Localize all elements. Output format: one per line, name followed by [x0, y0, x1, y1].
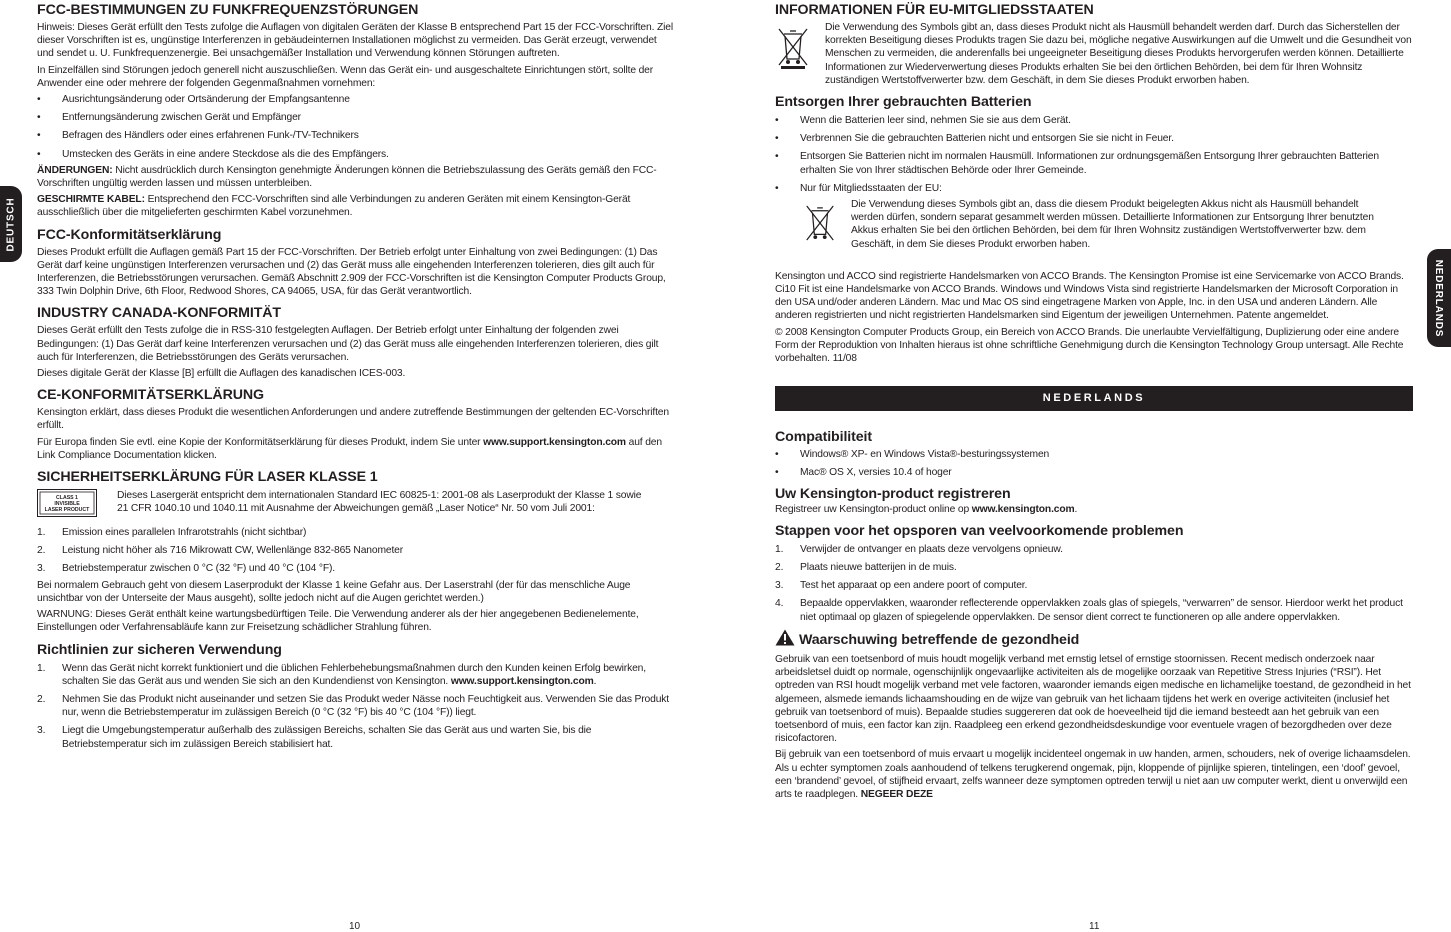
numbered-list: [775, 543, 1415, 624]
section-title-eu: INFORMATIONEN FÜR EU-MITGLIEDSSTAATEN: [775, 2, 1094, 18]
list-item: 3. Test het apparaat op een andere poort of computer.: [775, 580, 1028, 592]
list-item: • Ausrichtungsänderung oder Ortsänderung der Empfangsantenne: [37, 94, 350, 106]
section-title-laser: SICHERHEITSERKLÄRUNG FÜR LASER KLASSE 1: [37, 469, 378, 486]
paragraph: Hinweis: Dieses Gerät erfüllt den Tests zufolge die Auflagen von digitalen Geräten der Klasse B entsprechend Part 15 der FCC-Vorschriften. Ziel dieser Vorschriften ist es, ungünstige Interferenzen in gebäudeinternen Installationen möglichst zu vermeiden. Das Gerät erzeugt, verwendet und sendet u. U. Funkfrequenzenergie. Bei unsachgemäßer Installation und Verwendung können Störungen auftreten.: [37, 22, 673, 60]
tab-label: DEUTSCH: [5, 197, 17, 251]
paragraph: Gebruik van een toetsenbord of muis houdt mogelijk verband met ernstig letsel of ernstige stoornissen. Recent medisch onderzoek naar arbeidsletsel duidt op normale, ogenschijnlijk ongevaarlijke activiteiten als de mogelijke oorzaak van Repetitive Stress Injuries (“RSI”). Het optreden van RSI houdt mogelijk verband met vele factoren, waaronder iemands eigen medische en lichamelijke toestand, de gezondheid in het algemeen, alsmede iemands lichaamshouding en de wijze van gebruik van het lichaam tijdens het werk en overige activiteiten (inclusief het gebruik van toetsenbord of muis). Bepaalde studies suggereren dat ook de hoeveelheid tijd die iemand besteedt aan het gebruik van een toetsenbord of muis, een factor kan zijn. Raadpleeg een erkend gezondheidsdeskundige voor eventuele vragen of bezorgdheden over deze risicofactoren.: [775, 653, 1411, 745]
paragraph: Dieses Lasergerät entspricht dem internationalen Standard IEC 60825-1: 2001-08 als Laserprodukt der Klasse 1 sowie 21 CFR 1040.10 und 1040.11 mit Ausnahme der Abweichungen gemäß „Laser Notice“ Nr. 50 vom Juli 2001:: [117, 490, 642, 515]
page-number: 11: [1089, 921, 1100, 932]
list-item: 3. Liegt die Umgebungstemperatur außerhalb des zulässigen Bereichs, schalten Sie das Gerät aus und warten Sie, bis die Betriebstemperatur sich im zulässigen Bereich stabilisiert hat.: [37, 725, 592, 750]
section-title-compat: Compatibiliteit: [775, 429, 873, 446]
numbered-list: [37, 526, 673, 576]
list-item: • Mac® OS X, versies 10.4 of hoger: [775, 467, 952, 479]
language-section-bar: NEDERLANDS: [775, 386, 1413, 411]
laser-label-line: LASER PRODUCT: [44, 507, 90, 514]
paragraph: Bei normalem Gebrauch geht von diesem Laserprodukt der Klasse 1 keine Gefahr aus. Der Laserstrahl (der für das menschliche Auge unsichtbar von der Unterseite der Maus ausgeht), sollte jedoch nicht auf die Augen gerichtet werden.): [37, 579, 631, 604]
laser-label-line: INVISIBLE: [54, 501, 80, 508]
paragraph: Dieses Gerät erfüllt den Tests zufolge die in RSS-310 festgelegten Auflagen. Der Betrieb erfolgt unter Einhaltung der folgenden zwei Bedingungen: (1) Das Gerät darf keine Interferenzen verursachen und (2) das Gerät muss alle eingehenden Interferenzen tolerieren, dies gilt auch für Interferenzen, die Betriebsstörungen des Geräts verursachen.: [37, 325, 659, 363]
bullet-list: [775, 448, 1415, 479]
language-tab-nederlands: [1427, 249, 1451, 347]
laser-label-line: CLASS 1: [56, 495, 78, 502]
paragraph: Die Verwendung dieses Symbols gibt an, dass die diesem Produkt beigelegten Akkus nicht als Hausmüll behandelt werden dürfen, sondern separat gesammelt werden müssen. Detaillierte Informationen zur Entsorgung Ihrer benutzten Akkus erhalten Sie bei den örtlichen Behörden, bei dem für Ihren Wohnsitz zuständigen Wertstoffverwerter bzw. dem Geschäft, in dem Sie dieses Produkt erworben haben.: [851, 199, 1374, 250]
paragraph: Für Europa finden Sie evtl. eine Kopie der Konformitätserklärung für dieses Produkt, indem Sie unter www.support.kensington.com auf den Link Compliance Documentation klicken.: [37, 436, 662, 461]
battery-eu-notice: [775, 198, 1415, 251]
list-item: 4. Bepaalde oppervlakken, waaronder reflecterende oppervlakken zoals glas of spiegels, “verwarren” de sensor. Hierdoor werkt het product niet optimaal op glazen of spiegelende oppervlakken. De sensor dient correct te functioneren op alle andere oppervlakken.: [775, 598, 1403, 623]
paragraph: Kensington erklärt, dass dieses Produkt die wesentlichen Anforderungen und andere zutreffende Bestimmungen der geltenden EC-Vorschriften erfüllt.: [37, 407, 669, 432]
paragraph: Dieses Produkt erfüllt die Auflagen gemäß Part 15 der FCC-Vorschriften. Der Betrieb erfolgt unter Einhaltung von zwei Bedingungen: (1) Das Gerät darf keine ungünstigen Interferenzen verursachen und (2) das Gerät muss alle eingehenden Interferenzen tolerieren, dies gilt auch für Interferenzen, die Betriebsstörungen verursachen. Gemäß Abschnitt 2.909 der FCC-Vorschriften ist die Kensington Computer Products Group, 333 Twin Dolphin Drive, 6th Floor, Redwood Shores, CA 94065, USA, für das Gerät verantwortlich.: [37, 246, 666, 298]
section-title-ce: CE-KONFORMITÄTSERKLÄRUNG: [37, 387, 264, 404]
section-title-fcc-konformitaet: FCC-Konformitätserklärung: [37, 226, 222, 243]
eu-notice: [775, 19, 1415, 87]
paragraph: Bij gebruik van een toetsenbord of muis ervaart u mogelijk incidenteel ongemak in uw handen, armen, schouders, nek of overige lichaamsdelen. Als u echter symptomen zoals aanhoudend of telkens terugkerend ongemak, pijn, kloppende of pijnlijke spieren, tintelingen, een ‘doof’ gevoel, een ‘brandend’ gevoel, of stijfheid ervaart, zelfs wanneer deze symptomen optreden terwijl u niet aan uw computer werkt, dient u onverwijld een arts te raadplegen. NEGEER DEZE: [775, 749, 1411, 800]
support-link[interactable]: www.support.kensington.com: [450, 675, 594, 687]
numbered-list: [37, 662, 673, 751]
list-item: 1. Wenn das Gerät nicht korrekt funktioniert und die üblichen Fehlerbehebungsmaßnahmen durch den Kunden keinen Erfolg bewirken, schalten Sie das Gerät aus und wenden Sie sich an den Kundendienst von Kensington. www.support.kensington.com.: [37, 662, 646, 687]
list-item: • Befragen des Händlers oder eines erfahrenen Funk-/TV-Technikers: [37, 130, 359, 142]
left-page: [37, 0, 673, 751]
list-item: • Wenn die Batterien leer sind, nehmen Sie sie aus dem Gerät.: [775, 115, 1071, 127]
list-item: • Windows® XP- en Windows Vista®-besturingssystemen: [775, 449, 1050, 461]
laser-notice: [37, 489, 673, 522]
list-item: 2. Nehmen Sie das Produkt nicht auseinander und setzen Sie das Produkt weder Nässe noch Feuchtigkeit aus. Verwenden Sie das Produkt nur, wenn die Betriebstemperatur im zulässigen Bereich (0 °C (32 °F) bis 40 °C (104 °F)) liegt.: [37, 693, 669, 719]
page-number: 10: [349, 921, 361, 932]
bullet-list: [775, 114, 1415, 195]
paragraph: ÄNDERUNGEN: Nicht ausdrücklich durch Kensington genehmigte Änderungen können die Betriebszulassung des Geräts gemäß den FCC-Vorschriften ungültig werden lassen und müssen unterbleiben.: [37, 164, 657, 190]
kensington-link[interactable]: www.kensington.com: [971, 503, 1075, 515]
list-item: 1. Verwijder de ontvanger en plaats deze vervolgens opnieuw.: [775, 543, 1063, 555]
list-item: 2. Leistung nicht höher als 716 Mikrowatt CW, Wellenlänge 832-865 Nanometer: [37, 545, 404, 557]
paragraph: WARNUNG: Dieses Gerät enthält keine wartungsbedürftigen Teile. Die Verwendung anderer als der hier angegebenen Bedienelemente, Einstellungen oder Verfahrensabläufe kann zur Freisetzung schädlicher Strahlung führen.: [37, 609, 639, 634]
tab-label: NEDERLANDS: [1433, 259, 1445, 337]
paragraph: Registreer uw Kensington-product online op www.kensington.com.: [775, 503, 1078, 515]
section-title-health-warning: Waarschuwing betreffende de gezondheid: [775, 629, 1415, 651]
section-title-register: Uw Kensington-product registreren: [775, 485, 1011, 502]
weee-bin-icon: [803, 198, 851, 251]
list-item: 1. Emission eines parallelen Infrarotstrahls (nicht sichtbar): [37, 527, 307, 539]
list-item: • Umstecken des Geräts in eine andere Steckdose als die des Empfängers.: [37, 148, 389, 160]
list-item: 2. Plaats nieuwe batterijen in de muis.: [775, 562, 957, 574]
paragraph: In Einzelfällen sind Störungen jedoch generell nicht auszuschließen. Wenn das Gerät ein- und ausgeschaltete Einrichtungen stört, sollte der Anwender eine oder mehrere der folgenden Gegenmaßnahmen vornehmen:: [37, 64, 654, 89]
paragraph: GESCHIRMTE KABEL: Entsprechend den FCC-Vorschriften sind alle Verbindungen zu anderen Geräten mit einem Kensington-Gerät ausschließlich über die mitgelieferten geschirmten Kabel vorzunehmen.: [37, 194, 631, 219]
list-item: • Entfernungsänderung zwischen Gerät und Empfänger: [37, 112, 301, 124]
list-item: • Nur für Mitgliedsstaaten der EU:: [775, 182, 942, 194]
weee-bin-icon: [775, 19, 825, 85]
section-title-batterien: Entsorgen Ihrer gebrauchten Batterien: [775, 94, 1032, 111]
section-title-troubleshooting: Stappen voor het opsporen van veelvoorkomende problemen: [775, 522, 1184, 539]
bullet-list: [37, 93, 673, 161]
language-tab-deutsch: [0, 186, 22, 262]
laser-label-icon: [37, 489, 117, 522]
support-link[interactable]: www.support.kensington.com: [483, 436, 626, 448]
warning-icon: [775, 629, 797, 651]
section-title-richtlinien: Richtlinien zur sicheren Verwendung: [37, 641, 282, 658]
list-item: • Entsorgen Sie Batterien nicht im normalen Hausmüll. Informationen zur ordnungsgemäßen Entsorgung Ihrer gebrauchten Batterien erhalten Sie von Ihrer städtischen Behörde oder Ihrer Gemeinde.: [775, 151, 1379, 176]
section-title-canada: INDUSTRY CANADA-KONFORMITÄT: [37, 305, 281, 322]
right-page: [775, 0, 1415, 801]
list-item: • Verbrennen Sie die gebrauchten Batterien nicht und entsorgen Sie sie nicht in Feuer.: [775, 133, 1174, 145]
paragraph: Dieses digitale Gerät der Klasse [B] erfüllt die Auflagen des kanadischen ICES-003.: [37, 368, 406, 380]
section-title-fcc: FCC-BESTIMMUNGEN ZU FUNKFREQUENZSTÖRUNGEN: [37, 2, 419, 18]
list-item: 3. Betriebstemperatur zwischen 0 °C (32 °F) und 40 °C (104 °F).: [37, 563, 336, 575]
paragraph: Kensington und ACCO sind registrierte Handelsmarken von ACCO Brands. The Kensington Promise ist eine Servicemarke von ACCO Brands. Ci10 Fit ist eine Handelsmarke von ACCO Brands. Windows und Windows Vista sind registrierte Handelsmarken der Microsoft Corporation in den USA und/oder anderen Ländern. Mac und Mac OS sind eingetragene Marken von Apple, Inc. in den USA und anderen Ländern. Alle anderen registrierten und nicht registrierten Handelsmarken sind Eigentum der jeweiligen Unternehmen. Patente angemeldet.: [775, 270, 1404, 322]
paragraph: Die Verwendung des Symbols gibt an, dass dieses Produkt nicht als Hausmüll behandelt werden darf. Durch das Sicherstellen der korrekten Beseitigung dieses Produkts tragen Sie dazu bei, mögliche negative Auswirkungen auf die Umwelt und die Gesundheit von Menschen zu vermeiden, die anderenfalls bei ungeeigneter Beseitigung dieses Produkts hervorgerufen werden können. Detaillierte Informationen zur Wiederverwertung dieses Produkts erhalten Sie bei den örtlichen Behörden, bei dem für Ihren Wohnsitz zuständigen Wertstoffverwerter bzw. dem Geschäft, in dem Sie dieses Produkt erworben haben.: [825, 22, 1412, 86]
paragraph: © 2008 Kensington Computer Products Group, ein Bereich von ACCO Brands. Die unerlaubte Vervielfältigung, Duplizierung oder eine andere Form der Reproduktion von Inhalten hieraus ist ohne schriftliche Genehmigung durch die Kensington Technology Group untersagt. Alle Rechte vorbehalten. 11/08: [775, 326, 1404, 365]
